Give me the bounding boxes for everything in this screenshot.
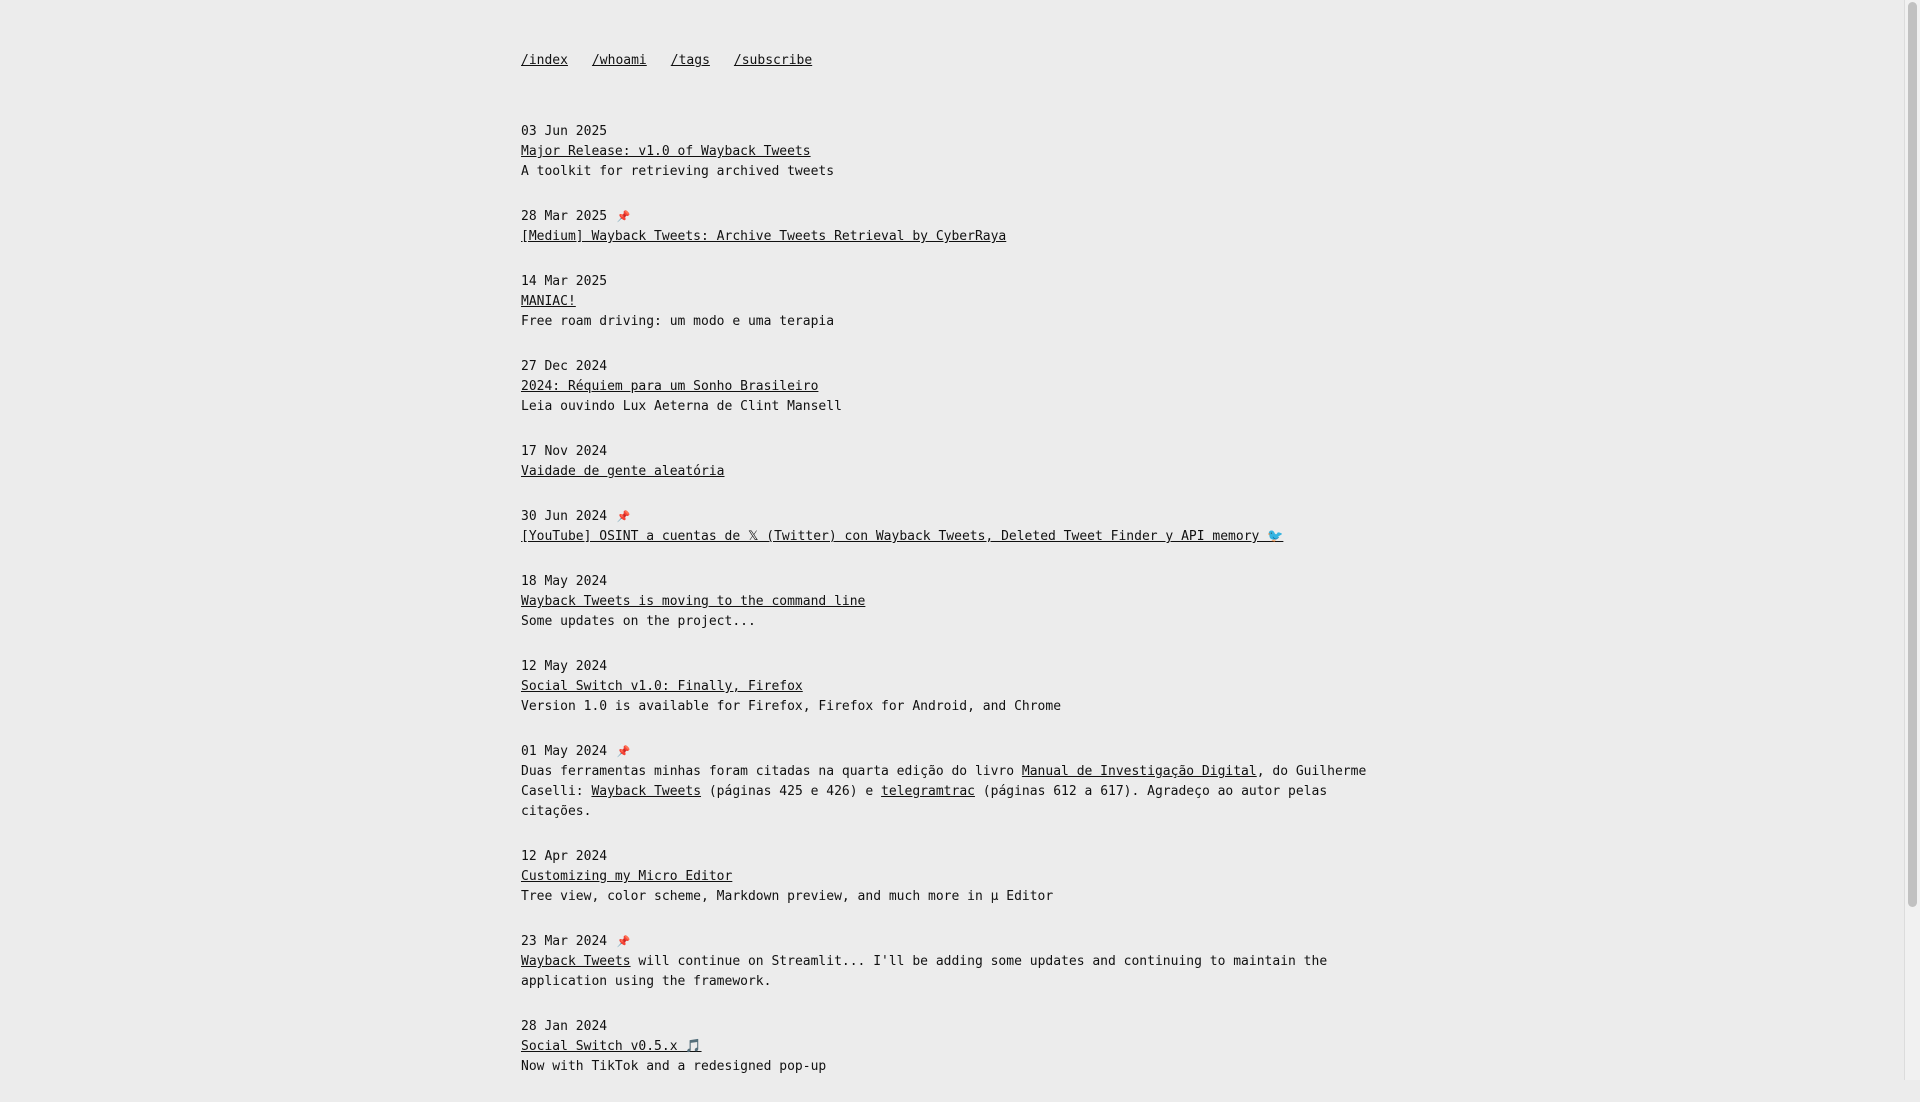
pin-icon: 📌	[616, 745, 631, 758]
post-date: 23 Mar 2024	[521, 934, 608, 949]
nav-subscribe-link[interactable]: /subscribe	[733, 53, 813, 68]
post-title-link[interactable]: Social Switch v1.0: Finally, Firefox	[521, 679, 803, 694]
post-date: 01 May 2024	[521, 744, 608, 759]
list-item	[521, 272, 1381, 332]
scrollbar-thumb[interactable]	[1908, 2, 1917, 907]
post-title-link[interactable]: Vaidade de gente aleatória	[521, 464, 725, 479]
post-date: 14 Mar 2025	[521, 274, 608, 289]
list-item	[521, 847, 1381, 907]
post-title-link[interactable]: Customizing my Micro Editor	[521, 869, 733, 884]
list-item	[521, 572, 1381, 632]
nav-whoami-link[interactable]: /whoami	[591, 53, 647, 68]
post-title-link[interactable]: [Medium] Wayback Tweets: Archive Tweets Retrieval by CyberRaya	[521, 229, 1007, 244]
post-date: 28 Mar 2025	[521, 209, 608, 224]
wayback-tweets-link[interactable]: Wayback Tweets	[521, 954, 631, 969]
post-description: Some updates on the project...	[521, 614, 756, 629]
list-item	[521, 507, 1381, 547]
post-title-link[interactable]: Social Switch v0.5.x 🎵	[521, 1039, 702, 1054]
list-item	[521, 932, 1381, 992]
post-title-link[interactable]: MANIAC!	[521, 294, 576, 309]
list-item	[521, 357, 1381, 417]
pin-icon: 📌	[616, 510, 631, 523]
list-item	[521, 742, 1381, 822]
post-description: A toolkit for retrieving archived tweets	[521, 164, 835, 179]
list-item	[521, 657, 1381, 717]
list-item	[521, 442, 1381, 482]
post-description: Version 1.0 is available for Firefox, Firefox for Android, and Chrome	[521, 699, 1062, 714]
pin-icon: 📌	[616, 935, 631, 948]
book-link[interactable]: Manual de Investigação Digital	[1021, 764, 1257, 779]
post-description: Leia ouvindo Lux Aeterna de Clint Mansell	[521, 399, 842, 414]
post-title-link[interactable]: Major Release: v1.0 of Wayback Tweets	[521, 144, 811, 159]
post-description: Now with TikTok and a redesigned pop-up	[521, 1059, 827, 1074]
post-title-link[interactable]: 2024: Réquiem para um Sonho Brasileiro	[521, 379, 819, 394]
wayback-tweets-link[interactable]: Wayback Tweets	[591, 784, 702, 799]
telegramtrac-link[interactable]: telegramtrac	[881, 784, 975, 799]
post-description: Tree view, color scheme, Markdown preview, and much more in µ Editor	[521, 889, 1054, 904]
post-date: 17 Nov 2024	[521, 444, 608, 459]
list-item	[521, 122, 1381, 182]
post-note: Duas ferramentas minhas foram citadas na quarta edição do livro Manual de Investigação Digital, do Guilherme Caselli: Wayback Tweets (páginas 425 e 426) e telegramtrac (páginas 612 a 617). Agradeço ao autor pelas citações.	[521, 764, 1367, 819]
post-title-link[interactable]: [YouTube] OSINT a cuentas de 𝕏 (Twitter) con Wayback Tweets, Deleted Tweet Finder y API memory 🐦	[521, 529, 1284, 544]
post-list	[521, 122, 1381, 1077]
pin-icon: 📌	[616, 210, 631, 223]
post-note: Wayback Tweets will continue on Streamlit... I'll be adding some updates and continuing to maintain the application using the framework.	[521, 954, 1328, 989]
post-description: Free roam driving: um modo e uma terapia	[521, 314, 835, 329]
post-date: 12 Apr 2024	[521, 849, 608, 864]
top-nav	[521, 51, 1381, 71]
post-date: 30 Jun 2024	[521, 509, 608, 524]
list-item	[521, 207, 1381, 247]
nav-tags-link[interactable]: /tags	[670, 53, 710, 68]
list-item	[521, 1017, 1381, 1077]
post-title-link[interactable]: Wayback Tweets is moving to the command line	[521, 594, 866, 609]
post-date: 03 Jun 2025	[521, 124, 608, 139]
post-date: 27 Dec 2024	[521, 359, 608, 374]
scrollbar[interactable]	[1904, 0, 1920, 1080]
content-column	[521, 51, 1381, 1102]
post-date: 28 Jan 2024	[521, 1019, 608, 1034]
nav-index-link[interactable]: /index	[521, 53, 568, 68]
post-date: 18 May 2024	[521, 574, 608, 589]
post-date: 12 May 2024	[521, 659, 608, 674]
